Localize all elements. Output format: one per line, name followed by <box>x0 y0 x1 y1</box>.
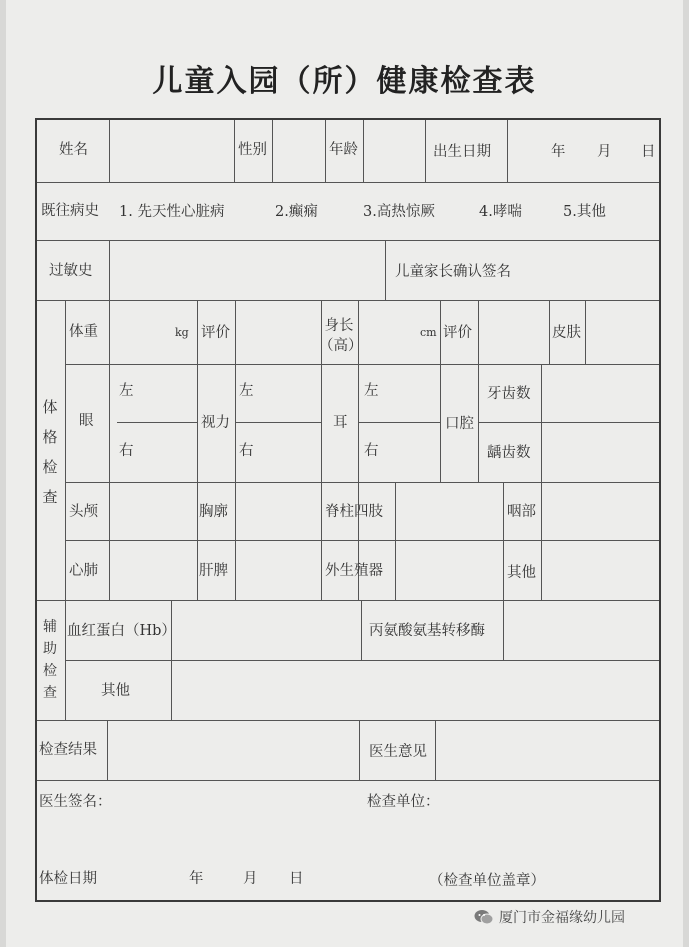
watermark-text: 厦门市金福缘幼儿园 <box>499 910 625 926</box>
allergy-label: 过敏史 <box>49 263 93 279</box>
col-divider <box>361 600 362 660</box>
row-divider <box>37 240 659 241</box>
official-stamp-label: （检查单位盖章） <box>429 873 545 889</box>
row-divider <box>65 540 659 541</box>
wechat-watermark <box>474 907 625 927</box>
gender-label: 性别 <box>238 142 267 158</box>
doctor-opinion-label: 医生意见 <box>369 744 427 760</box>
col-divider <box>235 300 236 600</box>
eye-label: 眼 <box>79 413 94 429</box>
head-label: 头颅 <box>69 504 98 520</box>
col-divider <box>65 300 66 600</box>
parent-signature-label: 儿童家长确认签名 <box>395 264 511 280</box>
exam-month-label: 月 <box>243 871 258 887</box>
history-item-3: 3.高热惊厥 <box>363 204 435 220</box>
birth-month-label: 月 <box>597 144 612 160</box>
height-label: 身长（高） <box>319 318 363 354</box>
aux-other-label: 其他 <box>101 683 130 699</box>
birth-year-label: 年 <box>551 144 566 160</box>
auxiliary-exam-section-label: 辅助检查 <box>43 619 57 701</box>
col-divider <box>507 120 508 182</box>
col-divider <box>395 482 396 600</box>
col-divider <box>478 300 479 482</box>
liver-spleen-label: 肝脾 <box>199 563 228 579</box>
col-divider <box>503 482 504 600</box>
alt-enzyme-label: 丙氨酸氨基转移酶 <box>369 623 485 639</box>
col-divider <box>171 600 172 720</box>
col-divider <box>109 120 110 182</box>
weight-label: 体重 <box>69 324 98 340</box>
row-divider <box>235 422 321 423</box>
row-divider <box>37 600 659 601</box>
col-divider <box>435 720 436 780</box>
col-divider <box>107 720 108 780</box>
ear-left-label: 左 <box>364 383 379 399</box>
skin-label: 皮肤 <box>552 325 581 341</box>
col-divider <box>503 600 504 660</box>
col-divider <box>541 482 542 600</box>
eye-right-label: 右 <box>119 443 134 459</box>
heart-lung-label: 心肺 <box>69 563 98 579</box>
genitals-label: 外生殖器 <box>325 563 383 579</box>
col-divider <box>325 120 326 182</box>
birth-date-label: 出生日期 <box>433 144 491 160</box>
wechat-icon <box>474 909 494 925</box>
col-divider <box>359 720 360 780</box>
evaluation-label-1: 评价 <box>201 325 230 341</box>
history-item-5: 5.其他 <box>563 204 606 220</box>
exam-day-label: 日 <box>289 871 304 887</box>
col-divider <box>363 120 364 182</box>
age-label: 年龄 <box>329 142 358 158</box>
col-divider <box>109 300 110 600</box>
col-divider <box>65 600 66 720</box>
throat-label: 咽部 <box>507 504 536 520</box>
row-divider <box>65 364 659 365</box>
history-item-1: 1. 先天性心脏病 <box>119 204 225 220</box>
row-divider <box>37 300 659 301</box>
exam-unit-label: 检查单位： <box>367 794 440 810</box>
col-divider <box>440 300 441 482</box>
row-divider <box>358 422 440 423</box>
kg-unit: kg <box>175 326 189 339</box>
vision-left-label: 左 <box>239 383 254 399</box>
col-divider <box>585 300 586 364</box>
row-divider <box>65 660 659 661</box>
vision-right-label: 右 <box>239 443 254 459</box>
exam-result-label: 检查结果 <box>39 742 97 758</box>
col-divider <box>234 120 235 182</box>
hemoglobin-label: 血红蛋白（Hb） <box>67 623 176 639</box>
col-divider <box>385 240 386 300</box>
chest-label: 胸廓 <box>199 504 228 520</box>
ear-right-label: 右 <box>364 443 379 459</box>
spine-limbs-label: 脊柱四肢 <box>325 504 383 520</box>
physical-exam-section-label: 体格检查 <box>42 398 58 506</box>
col-divider <box>549 300 550 364</box>
form-title: 儿童入园（所）健康检查表 <box>152 64 537 99</box>
row-divider <box>478 422 659 423</box>
row-divider <box>37 780 659 781</box>
cm-unit: cm <box>420 326 437 339</box>
col-divider <box>109 240 110 300</box>
vision-label: 视力 <box>201 415 230 431</box>
row-divider <box>37 182 659 183</box>
eye-left-label: 左 <box>119 383 134 399</box>
health-check-form <box>35 118 661 902</box>
col-divider <box>272 120 273 182</box>
history-item-4: 4.哮喘 <box>479 204 522 220</box>
col-divider <box>197 300 198 600</box>
col-divider <box>541 364 542 482</box>
ear-label: 耳 <box>333 415 348 431</box>
physical-other-label: 其他 <box>507 565 536 581</box>
caries-count-label: 龋齿数 <box>487 445 531 461</box>
exam-year-label: 年 <box>189 871 204 887</box>
row-divider <box>65 482 659 483</box>
row-divider <box>117 422 197 423</box>
medical-history-label: 既往病史 <box>41 203 99 219</box>
doctor-signature-label: 医生签名： <box>39 794 112 810</box>
col-divider <box>425 120 426 182</box>
mouth-label: 口腔 <box>445 416 474 432</box>
row-divider <box>37 720 659 721</box>
history-item-2: 2.癫痫 <box>275 204 318 220</box>
birth-day-label: 日 <box>641 144 656 160</box>
name-label: 姓名 <box>59 142 88 158</box>
exam-date-label: 体检日期 <box>39 871 97 887</box>
teeth-count-label: 牙齿数 <box>487 386 531 402</box>
evaluation-label-2: 评价 <box>443 325 472 341</box>
